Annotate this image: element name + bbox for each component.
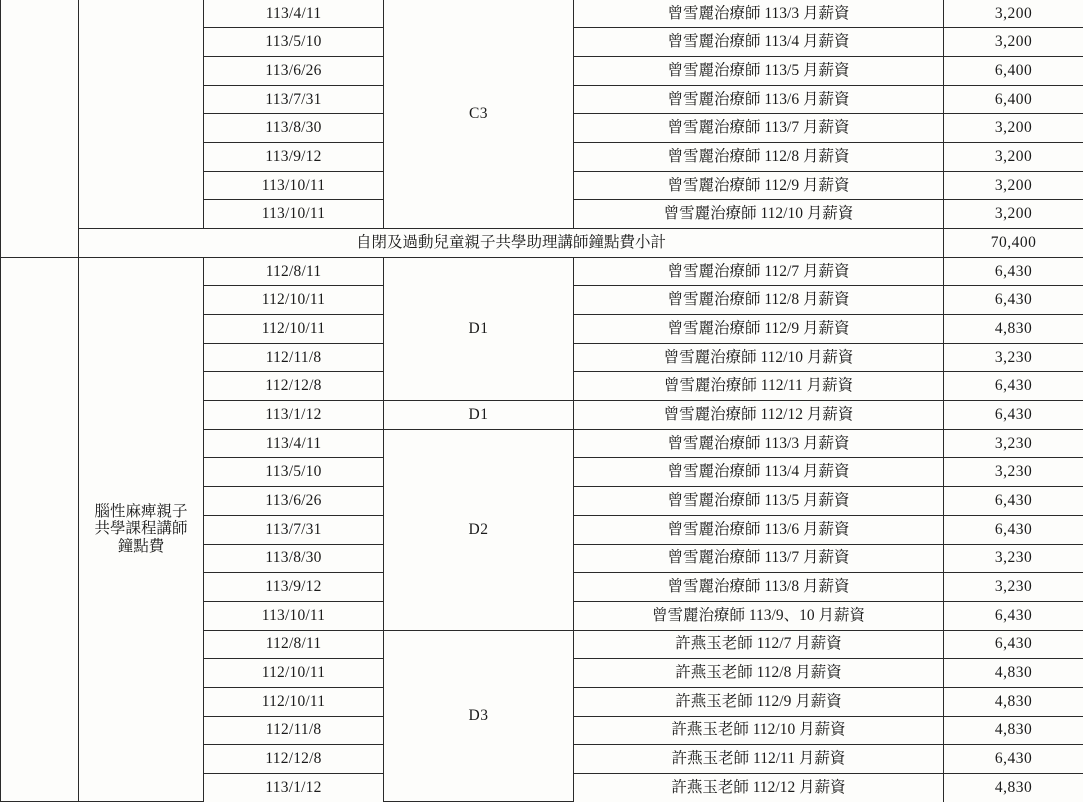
category-line-1: 腦性麻痺親子: [94, 502, 188, 520]
date-cell: 113/9/12: [204, 143, 384, 172]
date-cell: 113/10/11: [204, 601, 384, 630]
amount-cell: 6,430: [944, 372, 1083, 401]
amount-cell: 4,830: [944, 315, 1083, 344]
description-cell: 曾雪麗治療師 113/5 月薪資: [574, 487, 944, 516]
date-cell: 113/10/11: [204, 200, 384, 229]
amount-cell: 3,200: [944, 171, 1083, 200]
description-cell: 曾雪麗治療師 112/10 月薪資: [574, 343, 944, 372]
date-cell: 112/12/8: [204, 745, 384, 774]
date-cell: 113/5/10: [204, 458, 384, 487]
date-cell: 113/7/31: [204, 85, 384, 114]
description-cell: 曾雪麗治療師 112/8 月薪資: [574, 143, 944, 172]
description-cell: 曾雪麗治療師 113/6 月薪資: [574, 515, 944, 544]
date-cell: 113/8/30: [204, 114, 384, 143]
date-cell: 113/5/10: [204, 28, 384, 57]
date-cell: 113/7/31: [204, 515, 384, 544]
description-cell: 曾雪麗治療師 113/4 月薪資: [574, 458, 944, 487]
description-cell: 曾雪麗治療師 113/5 月薪資: [574, 57, 944, 86]
amount-cell: 6,430: [944, 601, 1083, 630]
description-cell: 許燕玉老師 112/12 月薪資: [574, 773, 944, 801]
description-cell: 曾雪麗治療師 112/12 月薪資: [574, 401, 944, 430]
subtotal-amount: 70,400: [944, 229, 1083, 258]
table-body: [1, 0, 1083, 802]
amount-cell: 4,830: [944, 773, 1083, 801]
code-cell: D3: [384, 630, 574, 801]
description-cell: 曾雪麗治療師 113/9、10 月薪資: [574, 601, 944, 630]
amount-cell: 6,430: [944, 487, 1083, 516]
amount-cell: 4,830: [944, 687, 1083, 716]
description-cell: 曾雪麗治療師 113/7 月薪資: [574, 114, 944, 143]
subtotal-label: 自閉及過動兒童親子共學助理講師鐘點費小計: [79, 229, 944, 258]
description-cell: 許燕玉老師 112/8 月薪資: [574, 659, 944, 688]
description-cell: 曾雪麗治療師 112/10 月薪資: [574, 200, 944, 229]
description-cell: 曾雪麗治療師 113/3 月薪資: [574, 0, 944, 28]
amount-cell: 3,230: [944, 458, 1083, 487]
date-cell: 112/10/11: [204, 687, 384, 716]
amount-cell: 3,230: [944, 343, 1083, 372]
code-cell: D1: [384, 401, 574, 430]
category-line-3: 鐘點費: [117, 538, 165, 556]
category-cell-top: [79, 0, 204, 229]
description-cell: 曾雪麗治療師 112/9 月薪資: [574, 315, 944, 344]
description-cell: 曾雪麗治療師 112/9 月薪資: [574, 171, 944, 200]
date-cell: 113/6/26: [204, 57, 384, 86]
description-cell: 許燕玉老師 112/10 月薪資: [574, 716, 944, 745]
date-cell: 113/8/30: [204, 544, 384, 573]
code-cell: D2: [384, 429, 574, 630]
date-cell: 113/4/11: [204, 0, 384, 28]
description-cell: 曾雪麗治療師 112/8 月薪資: [574, 286, 944, 315]
amount-cell: 6,430: [944, 745, 1083, 774]
date-cell: 112/8/11: [204, 257, 384, 286]
description-cell: 曾雪麗治療師 113/8 月薪資: [574, 573, 944, 602]
date-cell: 112/10/11: [204, 286, 384, 315]
amount-cell: 3,200: [944, 200, 1083, 229]
amount-cell: 4,830: [944, 716, 1083, 745]
amount-cell: 3,200: [944, 0, 1083, 28]
description-cell: 曾雪麗治療師 113/4 月薪資: [574, 28, 944, 57]
amount-cell: 6,430: [944, 286, 1083, 315]
description-cell: 許燕玉老師 112/7 月薪資: [574, 630, 944, 659]
description-cell: 許燕玉老師 112/9 月薪資: [574, 687, 944, 716]
date-cell: 112/10/11: [204, 315, 384, 344]
description-cell: 曾雪麗治療師 113/3 月薪資: [574, 429, 944, 458]
date-cell: 113/4/11: [204, 429, 384, 458]
description-cell: 曾雪麗治療師 112/7 月薪資: [574, 257, 944, 286]
date-cell: 113/6/26: [204, 487, 384, 516]
date-cell: 112/8/11: [204, 630, 384, 659]
date-cell: 113/10/11: [204, 171, 384, 200]
amount-cell: 6,400: [944, 85, 1083, 114]
left-margin-cell: [1, 257, 79, 801]
description-cell: 曾雪麗治療師 113/7 月薪資: [574, 544, 944, 573]
description-cell: 曾雪麗治療師 112/11 月薪資: [574, 372, 944, 401]
date-cell: 113/1/12: [204, 773, 384, 801]
amount-cell: 6,430: [944, 515, 1083, 544]
amount-cell: 6,400: [944, 57, 1083, 86]
left-margin-cell: [1, 0, 79, 257]
code-cell: D1: [384, 257, 574, 400]
amount-cell: 3,230: [944, 573, 1083, 602]
date-cell: 112/12/8: [204, 372, 384, 401]
amount-cell: 3,200: [944, 143, 1083, 172]
amount-cell: 6,430: [944, 257, 1083, 286]
amount-cell: 3,230: [944, 429, 1083, 458]
amount-cell: 6,430: [944, 401, 1083, 430]
table-row: [1, 0, 1083, 28]
description-cell: 曾雪麗治療師 113/6 月薪資: [574, 85, 944, 114]
description-cell: 許燕玉老師 112/11 月薪資: [574, 745, 944, 774]
date-cell: 112/11/8: [204, 343, 384, 372]
subtotal-row: [1, 229, 1083, 258]
amount-cell: 6,430: [944, 630, 1083, 659]
date-cell: 112/11/8: [204, 716, 384, 745]
category-cell-bottom: [79, 257, 204, 801]
date-cell: 113/9/12: [204, 573, 384, 602]
amount-cell: 3,230: [944, 544, 1083, 573]
date-cell: 112/10/11: [204, 659, 384, 688]
amount-cell: 4,830: [944, 659, 1083, 688]
code-cell: C3: [384, 0, 574, 229]
amount-cell: 3,200: [944, 114, 1083, 143]
amount-cell: 3,200: [944, 28, 1083, 57]
table-row: [1, 257, 1083, 286]
category-line-2: 共學課程講師: [94, 520, 188, 538]
date-cell: 113/1/12: [204, 401, 384, 430]
